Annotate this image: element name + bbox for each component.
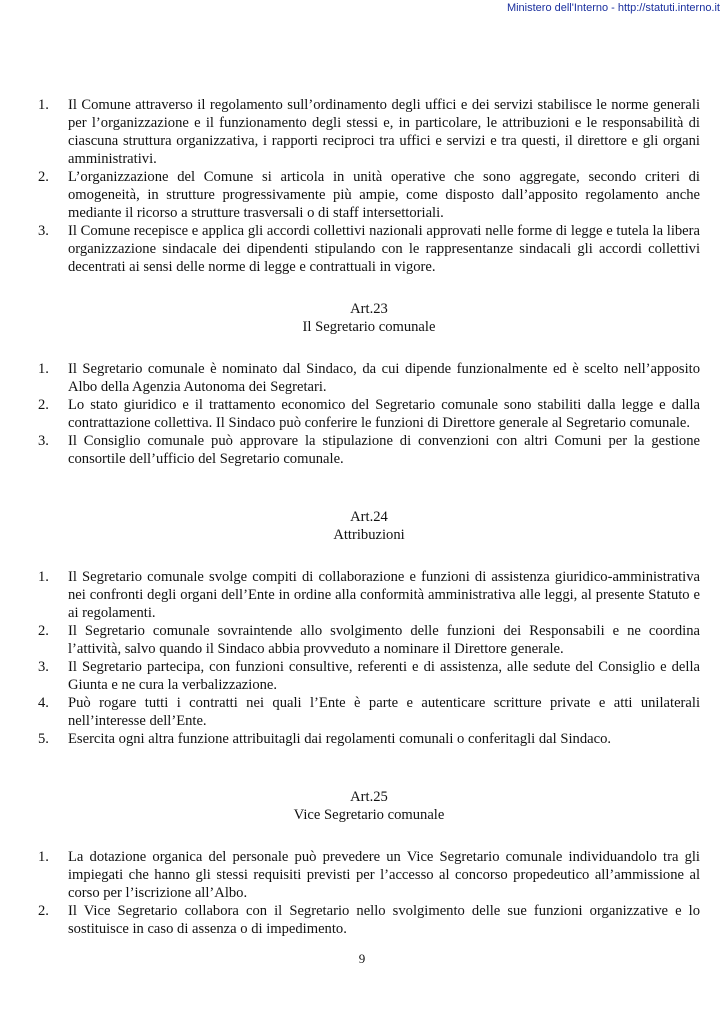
list-item [38,658,700,694]
article-title: Attribuzioni [333,527,405,543]
article-number: Art.24 [350,509,388,525]
document-body [38,96,700,938]
source-link[interactable]: Ministero dell'Interno - http://statuti.interno.it [506,2,720,14]
list-item [38,730,700,748]
list-item [38,396,700,432]
intro-list [38,96,700,276]
list-item [38,222,700,276]
item-number: 3. [38,223,49,239]
item-text: Il Segretario comunale sovraintende allo svolgimento delle funzioni dei Responsabili e ne coordina l’attività, salvo quando il Sindaco abbia provveduto a nominare il Direttore generale. [68,623,700,657]
item-number: 1. [38,849,49,865]
article-25-list [38,848,700,938]
article-title: Il Segretario comunale [302,319,436,335]
item-text: Il Consiglio comunale può approvare la stipulazione di convenzioni con altri Comuni per la gestione consortile dell’ufficio del Segretario comunale. [68,433,700,467]
item-number: 2. [38,623,49,639]
list-item [38,568,700,622]
item-text: Il Comune attraverso il regolamento sull’ordinamento degli uffici e dei servizi stabilisce le norme generali per l’organizzazione e il funzionamento degli stessi e, in particolare, le attribuzioni e le responsabilità di ciascuna struttura organizzativa, i rapporti reciproci tra uffici e servizi e tra questi, il direttore e gli organi amministrativi. [68,97,700,167]
article-23-list [38,360,700,468]
list-item [38,622,700,658]
item-text: Il Vice Segretario collabora con il Segretario nello svolgimento delle sue funzioni organizzative e lo sostituisce in caso di assenza o di impedimento. [68,903,700,937]
article-23-heading [38,300,700,336]
list-item [38,96,700,168]
list-item [38,168,700,222]
item-number: 2. [38,169,49,185]
article-24-heading [38,508,700,544]
item-text: La dotazione organica del personale può prevedere un Vice Segretario comunale individuandolo tra gli impiegati che hanno gli stessi requisiti previsti per l’accesso al concorso propedeutico all’ammissione al corso per l’iscrizione all’Albo. [68,849,700,901]
item-number: 3. [38,659,49,675]
item-text: Il Comune recepisce e applica gli accordi collettivi nazionali approvati nelle forme di legge e tutela la libera organizzazione sindacale dei dipendenti stipulando con le rappresentanze sindacali gli accordi collettivi decentrati ai sensi delle norme di legge e contrattuali in vigore. [68,223,700,275]
item-text: Lo stato giuridico e il trattamento economico del Segretario comunale sono stabiliti dalla legge e dalla contrattazione collettiva. Il Sindaco può conferire le funzioni di Direttore generale al Segretario comunale. [68,397,700,431]
item-number: 2. [38,397,49,413]
list-item [38,360,700,396]
page-number: 9 [358,951,366,966]
article-25-heading [38,788,700,824]
list-item [38,848,700,902]
item-text: Il Segretario partecipa, con funzioni consultive, referenti e di assistenza, alle sedute del Consiglio e della Giunta e ne cura la verbalizzazione. [68,659,700,693]
list-item [38,432,700,468]
item-text: Il Segretario comunale svolge compiti di collaborazione e funzioni di assistenza giuridico-amministrativa nei confronti degli organi dell’Ente in ordine alla conformità amministrativa alle leggi, al presente Statuto e ai regolamenti. [68,569,700,621]
article-title: Vice Segretario comunale [293,807,445,823]
item-number: 2. [38,903,49,919]
item-text: Esercita ogni altra funzione attribuitagli dai regolamenti comunali o conferitagli dal Sindaco. [68,731,612,747]
item-text: L’organizzazione del Comune si articola in unità operative che sono aggregate, secondo criteri di omogeneità, in strutture progressivamente più ampie, come disposto dall’apposito regolamento anche mediante il ricorso a strutture trasversali o di staff intersettoriali. [68,169,700,221]
item-number: 3. [38,433,49,449]
item-text: Il Segretario comunale è nominato dal Sindaco, da cui dipende funzionalmente ed è scelto nell’apposito Albo della Agenzia Autonoma dei Segretari. [68,361,700,395]
item-number: 1. [38,569,49,585]
item-number: 1. [38,361,49,377]
item-text: Può rogare tutti i contratti nei quali l’Ente è parte e autenticare scritture private e atti unilaterali nell’interesse dell’Ente. [68,695,700,729]
article-number: Art.25 [350,789,388,805]
list-item [38,902,700,938]
article-number: Art.23 [350,301,388,317]
list-item [38,694,700,730]
item-number: 1. [38,97,49,113]
item-number: 4. [38,695,49,711]
item-number: 5. [38,731,49,747]
article-24-list [38,568,700,748]
